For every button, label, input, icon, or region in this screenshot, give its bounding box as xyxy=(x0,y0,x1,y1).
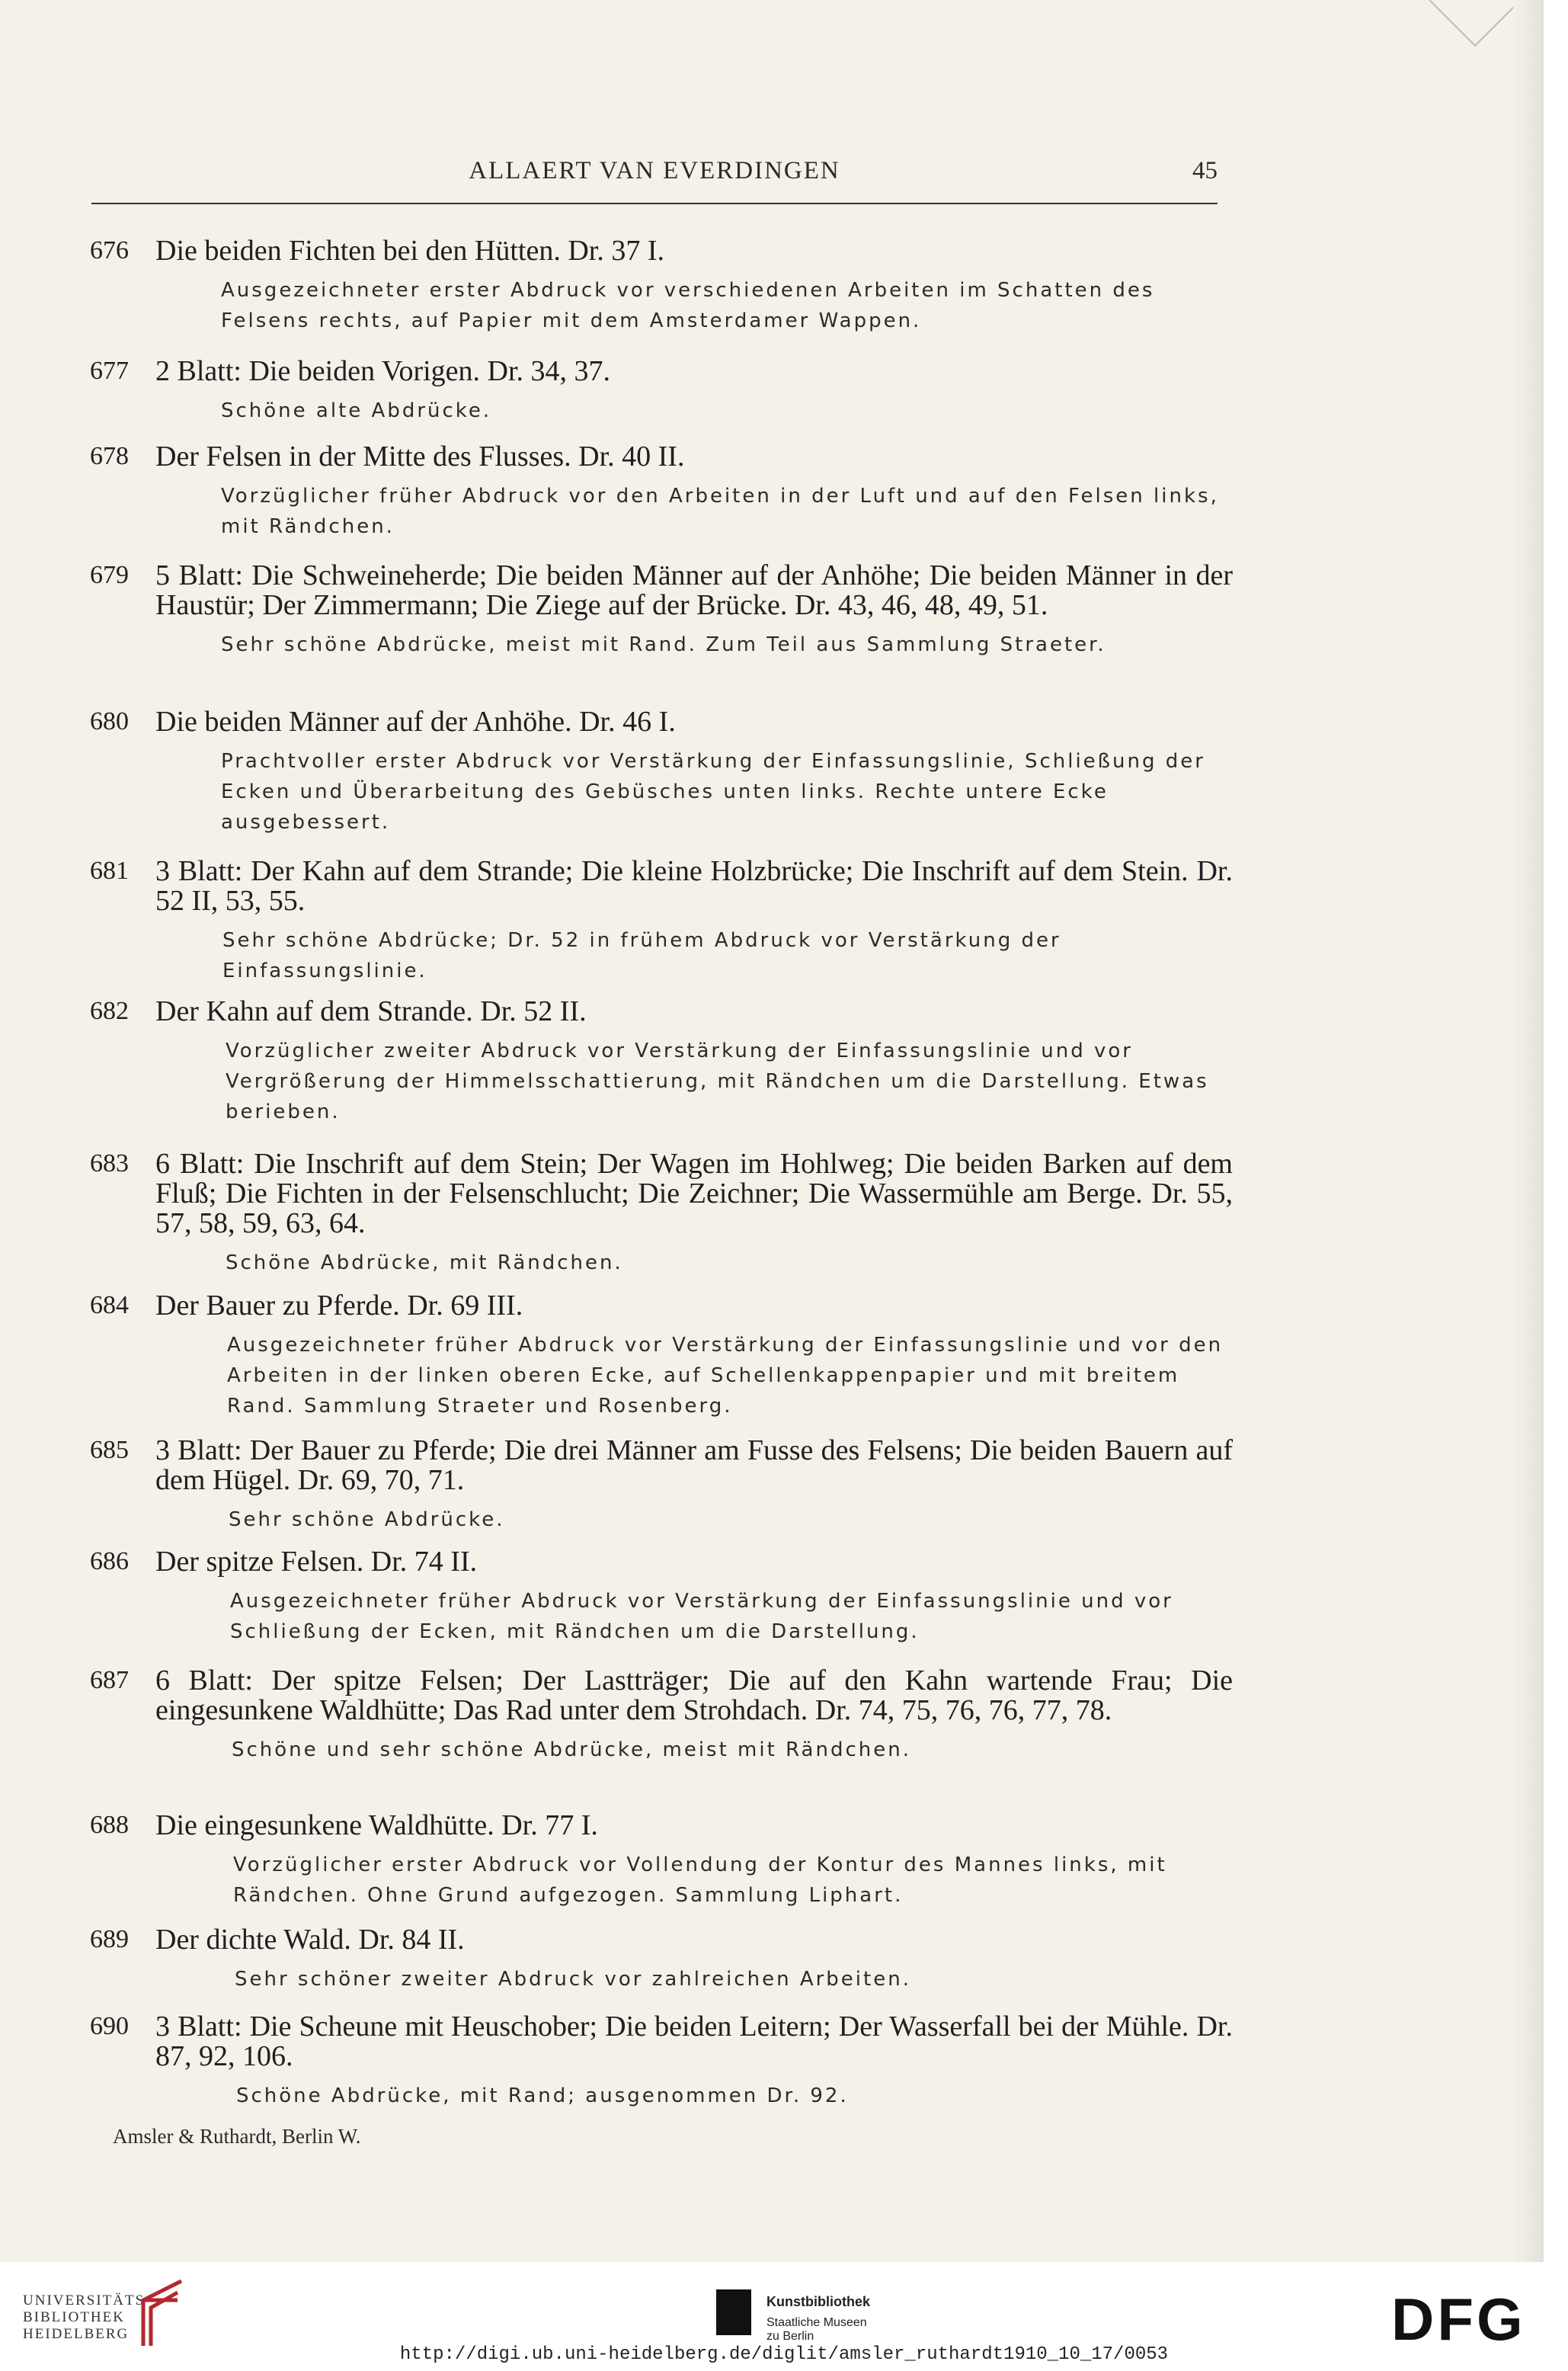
entry-description: Sehr schöne Abdrücke, meist mit Rand. Zum Teil aus Sammlung Straeter. xyxy=(221,633,1106,656)
entry-description: Vorzüglicher erster Abdruck vor Vollendung der Kontur des Mannes links, mit Rändchen. Ohne Grund aufgezogen. Sammlung Liphart. xyxy=(233,1854,1167,1907)
publisher-imprint: Amsler & Ruthardt, Berlin W. xyxy=(113,2125,361,2148)
permalink-url[interactable]: http://digi.ub.uni-heidelberg.de/diglit/amsler_ruthardt1910_10_17/0053 xyxy=(399,2344,1169,2365)
entry-title: 3 Blatt: Der Bauer zu Pferde; Die drei Männer am Fusse des Felsens; Die beiden Bauern auf dem Hügel. Dr. 69, 70, 71. xyxy=(155,1434,1233,1496)
kb-subtitle: Staatliche Museen zu Berlin xyxy=(766,2316,867,2343)
entry-description: Schöne alte Abdrücke. xyxy=(221,399,492,422)
entry-number: 683 xyxy=(90,1149,129,1177)
entry-title: 3 Blatt: Die Scheune mit Heuschober; Die beiden Leitern; Der Wasserfall bei der Mühle. Dr. 87, 92, 106. xyxy=(155,2011,1233,2072)
header-title: ALLAERT VAN EVERDINGEN xyxy=(469,157,840,184)
entry-description: Vorzüglicher früher Abdruck vor den Arbeiten in der Luft und auf den Felsen links, mit Rändchen. xyxy=(221,485,1219,538)
entry-description: Schöne Abdrücke, mit Rändchen. xyxy=(226,1251,623,1274)
entry-number: 679 xyxy=(90,561,129,589)
entry-number: 678 xyxy=(90,442,129,470)
entry-title: 5 Blatt: Die Schweineherde; Die beiden Männer auf der Anhöhe; Die beiden Männer in der Haustür; Der Zimmermann; Die Ziege auf der Brücke. Dr. 43, 46, 48, 49, 51. xyxy=(155,559,1233,621)
catalog-entry xyxy=(90,857,1233,986)
university-emblem-icon xyxy=(136,2277,189,2353)
entry-number: 686 xyxy=(90,1547,129,1575)
entry-description: Schöne Abdrücke, mit Rand; ausgenommen Dr. 92. xyxy=(236,2084,849,2107)
entry-title: 6 Blatt: Die Inschrift auf dem Stein; Der Wagen im Hohlweg; Die beiden Barken auf dem Fluß; Die Fichten in der Felsenschlucht; Die Zeichner; Die Wassermühle am Berge. Dr. 55, 57, 58, 59, 63, 64. xyxy=(155,1148,1233,1239)
entry-number: 687 xyxy=(90,1666,129,1694)
entry-title: 6 Blatt: Der spitze Felsen; Der Lastträger; Die auf den Kahn wartende Frau; Die eingesunkene Waldhütte; Das Rad unter dem Strohdach. Dr. 74, 75, 76, 76, 77, 78. xyxy=(155,1665,1233,1726)
entry-title: Die beiden Fichten bei den Hütten. Dr. 37 I. xyxy=(155,235,665,267)
entry-title: Der Bauer zu Pferde. Dr. 69 III. xyxy=(155,1290,523,1322)
entry-number: 685 xyxy=(90,1436,129,1464)
entry-number: 677 xyxy=(90,357,129,385)
entry-title: Der Kahn auf dem Strande. Dr. 52 II. xyxy=(155,995,587,1027)
page-number: 45 xyxy=(1192,157,1218,184)
entry-title: 2 Blatt: Die beiden Vorigen. Dr. 34, 37. xyxy=(155,355,611,387)
entry-title: Die eingesunkene Waldhütte. Dr. 77 I. xyxy=(155,1809,598,1841)
entry-number: 688 xyxy=(90,1811,129,1839)
catalog-entry xyxy=(90,561,1233,660)
entry-title: 3 Blatt: Der Kahn auf dem Strande; Die kleine Holzbrücke; Die Inschrift auf dem Stein. Dr. 52 II, 53, 55. xyxy=(155,855,1233,917)
running-header xyxy=(91,149,1218,204)
entry-title: Der spitze Felsen. Dr. 74 II. xyxy=(155,1546,478,1578)
entry-number: 684 xyxy=(90,1291,129,1319)
entry-description: Ausgezeichneter früher Abdruck vor Verstärkung der Einfassungslinie und vor Schließung der Ecken, mit Rändchen um die Darstellung. xyxy=(230,1590,1173,1643)
entry-description: Schöne und sehr schöne Abdrücke, meist mit Rändchen. xyxy=(232,1738,911,1761)
entry-description: Ausgezeichneter erster Abdruck vor verschiedenen Arbeiten im Schatten des Felsens rechts, auf Papier mit dem Amsterdamer Wappen. xyxy=(221,279,1155,332)
page-corner-fold xyxy=(1429,0,1521,61)
entry-description: Sehr schöne Abdrücke; Dr. 52 in frühem Abdruck vor Verstärkung der Einfassungslinie. xyxy=(222,929,1061,982)
catalog-entry xyxy=(90,1666,1233,1765)
entry-number: 676 xyxy=(90,236,129,264)
entry-title: Der Felsen in der Mitte des Flusses. Dr. 40 II. xyxy=(155,441,685,473)
catalog-entry xyxy=(90,1925,1233,1995)
entry-description: Ausgezeichneter früher Abdruck vor Verstärkung der Einfassungslinie und vor den Arbeiten in der linken oberen Ecke, auf Schellenkappenpapier und mit breitem Rand. Sammlung Straeter und Rosenberg. xyxy=(227,1334,1224,1418)
entry-number: 681 xyxy=(90,857,129,885)
catalog-entry xyxy=(90,357,1233,426)
entry-number: 680 xyxy=(90,707,129,735)
catalog-entry xyxy=(90,1436,1233,1535)
catalog-entry xyxy=(90,1149,1233,1278)
kunstbibliothek-logo xyxy=(716,2289,870,2343)
kb-title: Kunstbibliothek xyxy=(766,2294,870,2309)
catalog-entry xyxy=(90,442,1233,542)
university-library-logo xyxy=(23,2293,152,2343)
entry-number: 690 xyxy=(90,2012,129,2040)
entry-description: Prachtvoller erster Abdruck vor Verstärkung der Einfassungslinie, Schließung der Ecken und Überarbeitung des Gebüsches unten links. Rechte untere Ecke ausgebessert. xyxy=(221,750,1205,834)
entry-number: 689 xyxy=(90,1925,129,1953)
entry-number: 682 xyxy=(90,997,129,1025)
entry-title: Die beiden Männer auf der Anhöhe. Dr. 46 I. xyxy=(155,706,676,738)
entry-title: Der dichte Wald. Dr. 84 II. xyxy=(155,1924,465,1956)
entry-description: Sehr schöne Abdrücke. xyxy=(229,1508,505,1531)
dfg-logo: DFG xyxy=(1391,2286,1526,2353)
catalog-entry xyxy=(90,707,1233,838)
kunstbibliothek-icon xyxy=(716,2289,751,2335)
entry-description: Sehr schöner zweiter Abdruck vor zahlreichen Arbeiten. xyxy=(235,1968,911,1991)
catalog-entry xyxy=(90,1291,1233,1421)
catalog-entry xyxy=(90,997,1233,1127)
university-line: HEIDELBERG xyxy=(23,2326,130,2342)
university-line: BIBLIOTHEK xyxy=(23,2309,125,2325)
university-line: UNIVERSITÄTS- xyxy=(23,2293,152,2309)
catalog-entry xyxy=(90,2012,1233,2111)
catalog-entry xyxy=(90,1547,1233,1647)
catalog-entry xyxy=(90,236,1233,336)
entry-description: Vorzüglicher zweiter Abdruck vor Verstärkung der Einfassungslinie und vor Vergrößerung der Himmelsschattierung, mit Rändchen um die Darstellung. Etwas berieben. xyxy=(226,1040,1209,1123)
digitization-footer xyxy=(0,2262,1568,2371)
catalog-entry xyxy=(90,1811,1233,1911)
